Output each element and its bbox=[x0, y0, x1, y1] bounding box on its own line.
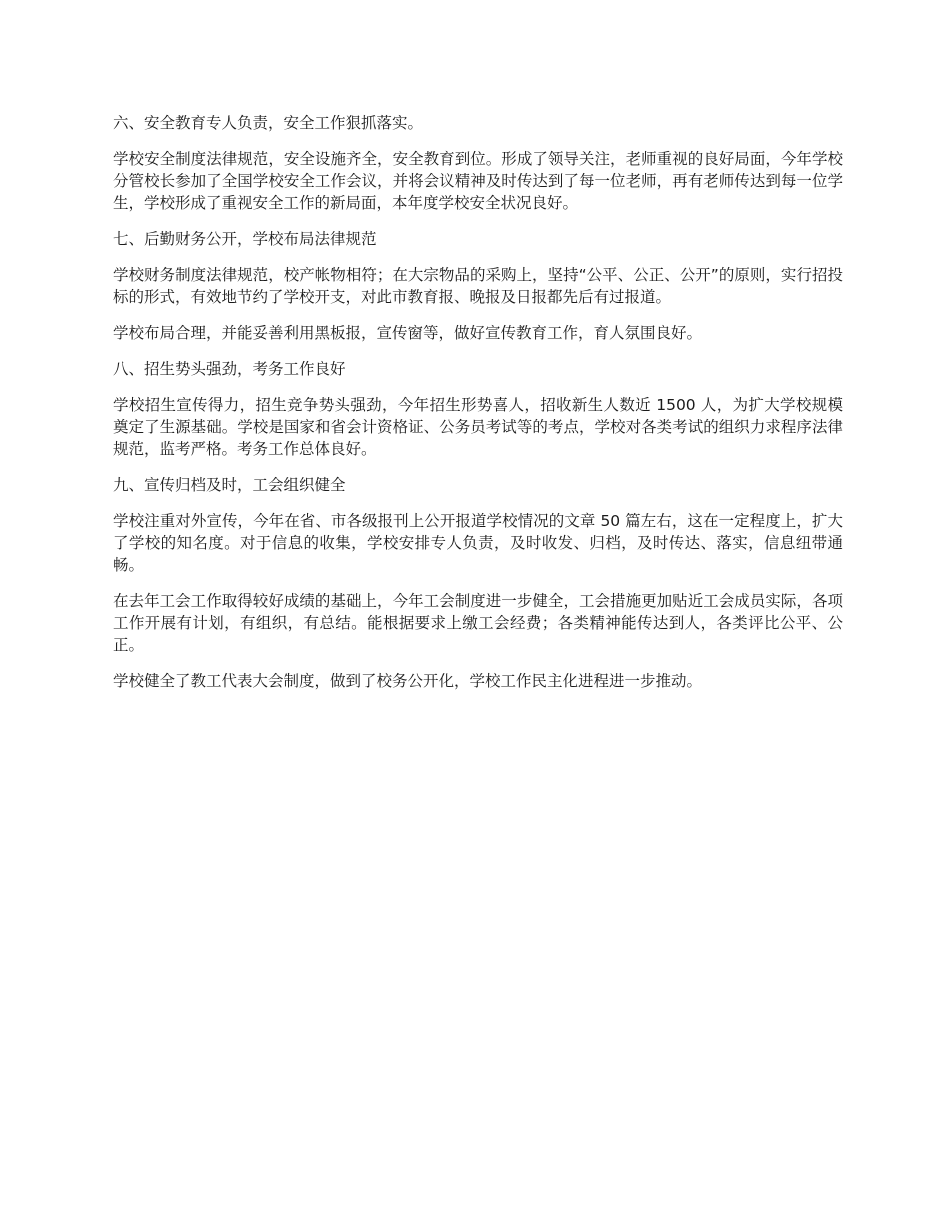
paragraph-union: 在去年工会工作取得较好成绩的基础上，今年工会制度进一步健全，工会措施更加贴近工会成员实际，各项工作开展有计划，有组织，有总结。能根据要求上缴工会经费；各类精神能传达到人，各类评比公平、公正。 bbox=[113, 592, 843, 654]
section-heading-8: 八、招生势头强劲，考务工作良好 bbox=[113, 360, 346, 378]
section-heading-9: 九、宣传归档及时，工会组织健全 bbox=[113, 476, 346, 494]
section-heading-6: 六、安全教育专人负责，安全工作狠抓落实。 bbox=[113, 114, 424, 132]
paragraph-enrollment: 学校招生宣传得力，招生竞争势头强劲，今年招生形势喜人，招收新生人数近 1500 人，为扩大学校规模奠定了生源基础。学校是国家和省会计资格证、公务员考试等的考点，学校对各类考试的组织力求程序法律规范，监考严格。考务工作总体良好。 bbox=[113, 396, 843, 458]
paragraph-congress: 学校健全了教工代表大会制度，做到了校务公开化，学校工作民主化进程进一步推动。 bbox=[113, 672, 703, 690]
paragraph-finance: 学校财务制度法律规范，校产帐物相符；在大宗物品的采购上，坚持“公平、公正、公开”的原则，实行招投标的形式，有效地节约了学校开支，对此市教育报、晚报及日报都先后有过报道。 bbox=[113, 266, 843, 306]
section-heading-7: 七、后勤财务公开，学校布局法律规范 bbox=[113, 230, 377, 248]
document-body bbox=[113, 112, 843, 706]
paragraph-publicity: 学校注重对外宣传，今年在省、市各级报刊上公开报道学校情况的文章 50 篇左右，这在一定程度上，扩大了学校的知名度。对于信息的收集，学校安排专人负责，及时收发、归档，及时传达、落实，信息纽带通畅。 bbox=[113, 512, 843, 574]
paragraph-layout: 学校布局合理，并能妥善利用黑板报，宣传窗等，做好宣传教育工作，育人氛围良好。 bbox=[113, 324, 703, 342]
paragraph-safety: 学校安全制度法律规范，安全设施齐全，安全教育到位。形成了领导关注，老师重视的良好局面，今年学校分管校长参加了全国学校安全工作会议，并将会议精神及时传达到了每一位老师，再有老师传达到每一位学生，学校形成了重视安全工作的新局面，本年度学校安全状况良好。 bbox=[113, 150, 843, 212]
